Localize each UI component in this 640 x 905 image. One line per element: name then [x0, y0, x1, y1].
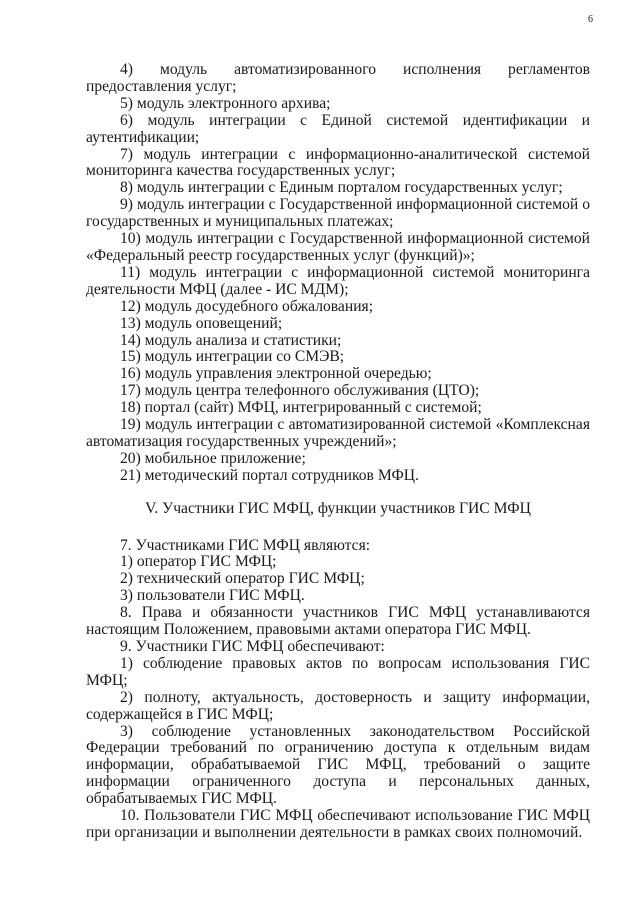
paragraph: 3) соблюдение установленных законодательством Российской Федерации требований по ограничению доступа к отдельным видам информации, обрабатываемой ГИС МФЦ, требований о защите информации ограниченного доступа и персональных данных, обрабатываемых ГИС МФЦ. — [86, 722, 590, 808]
list-item: 13) модуль оповещений; — [120, 314, 283, 332]
list-item: 10) модуль интеграции с Государственной информационной системой «Федеральный реестр государственных услуг (функций)»; — [86, 230, 590, 264]
paragraph: 3) пользователи ГИС МФЦ. — [120, 587, 305, 605]
page-number: 6 — [588, 14, 593, 25]
list-item: 20) мобильное приложение; — [120, 449, 306, 467]
paragraph: 8. Права и обязанности участников ГИС МФЦ устанавливаются настоящим Положением, правовыми актами оператора ГИС МФЦ. — [86, 604, 590, 639]
paragraph: 7. Участниками ГИС МФЦ являются: — [120, 536, 371, 554]
list-item: 11) модуль интеграции с информационной системой мониторинга деятельности МФЦ (далее - ИС МДМ); — [86, 263, 590, 298]
list-item: 5) модуль электронного архива; — [120, 94, 331, 112]
module-list — [86, 62, 590, 485]
list-item: 19) модуль интеграции с автоматизированной системой «Комплексная автоматизация государственных учреждений»; — [86, 416, 590, 450]
list-item: 15) модуль интеграции со СМЭВ; — [120, 348, 345, 366]
section-heading: V. Участники ГИС МФЦ, функции участников ГИС МФЦ — [145, 499, 531, 517]
list-item: 9) модуль интеграции с Государственной информационной системой о государственных и муниципальных платежах; — [86, 196, 590, 231]
list-item: 21) методический портал сотрудников МФЦ. — [120, 466, 419, 484]
list-item: 14) модуль анализа и статистики; — [120, 331, 342, 349]
section-body — [86, 538, 590, 842]
paragraph: 2) технический оператор ГИС МФЦ; — [120, 570, 365, 588]
paragraph: 2) полноту, актуальность, достоверность и защиту информации, содержащейся в ГИС МФЦ; — [86, 688, 590, 723]
paragraph: 9. Участники ГИС МФЦ обеспечивают: — [120, 638, 385, 655]
list-item: 4) модуль автоматизированного исполнения регламентов предоставления услуг; — [86, 61, 590, 95]
paragraph: 10. Пользователи ГИС МФЦ обеспечивают использование ГИС МФЦ при организации и выполнении деятельности в рамках своих полномочий. — [86, 807, 590, 841]
list-item: 7) модуль интеграции с информационно-аналитической системой мониторинга качества государственных услуг; — [86, 145, 590, 180]
list-item: 16) модуль управления электронной очередью; — [120, 365, 432, 383]
paragraph: 1) соблюдение правовых актов по вопросам использования ГИС МФЦ; — [86, 654, 590, 689]
list-item: 8) модуль интеграции с Единым порталом государственных услуг; — [120, 179, 563, 197]
document-body — [86, 62, 590, 842]
list-item: 6) модуль интеграции с Единой системой идентификации и аутентификации; — [86, 111, 590, 146]
list-item: 18) портал (сайт) МФЦ, интегрированный с системой; — [120, 399, 482, 417]
list-item: 17) модуль центра телефонного обслуживания (ЦТО); — [120, 382, 480, 400]
paragraph: 1) оператор ГИС МФЦ; — [120, 553, 277, 571]
list-item: 12) модуль досудебного обжалования; — [120, 297, 374, 315]
